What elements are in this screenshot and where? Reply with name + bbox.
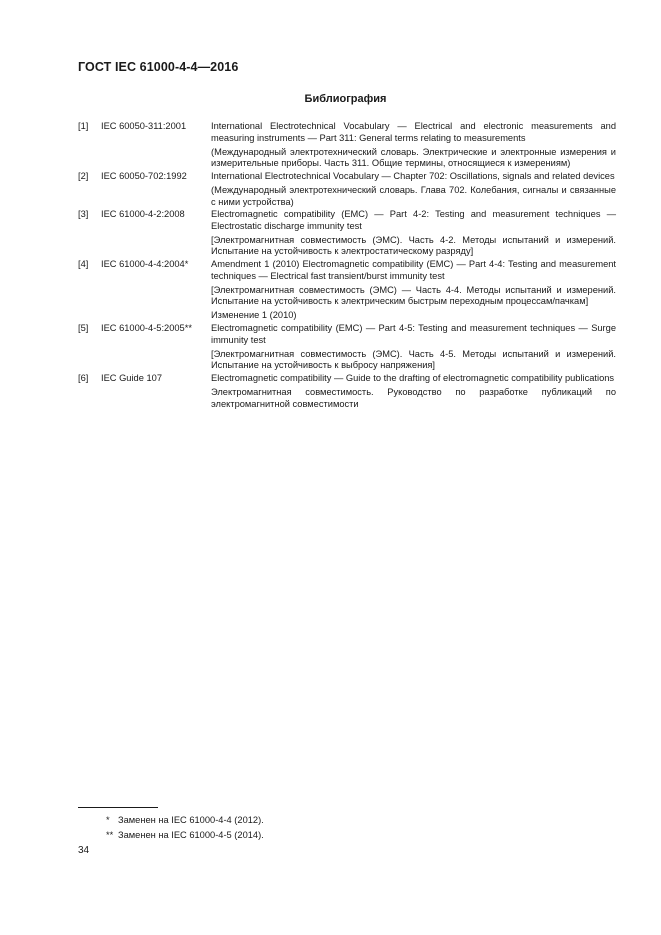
entry-text-line: Изменение 1 (2010) xyxy=(211,310,297,321)
entry-text-line: (Международный электротехнический словарь. Электрические и электронные измерения и измерительные приборы. Часть 311. Общие термины, относящиеся к измерениям) xyxy=(211,146,616,169)
entry-text-line: Electromagnetic compatibility — Guide to the drafting of electromagnetic compatibility publications xyxy=(211,372,615,383)
entry-description xyxy=(211,171,616,208)
entry-reference: IEC 60050-702:1992 xyxy=(101,170,187,181)
footnote-text: Заменен на IEC 61000-4-4 (2012). xyxy=(118,815,264,825)
entry-reference: IEC Guide 107 xyxy=(101,372,162,383)
page-number: 34 xyxy=(78,845,90,856)
entry-reference: IEC 61000-4-5:2005** xyxy=(101,323,192,333)
section-title xyxy=(0,93,661,105)
entry-text-line: International Electrotechnical Vocabulary — Electrical and electronic measurements and measuring instruments — Part 311: General terms relating to measurements xyxy=(211,121,616,143)
entry-text-line: (Международный электротехнический словарь. Глава 702. Колебания, сигналы и связанные с ними устройства) xyxy=(211,184,616,207)
entry-description xyxy=(211,259,616,322)
bibliography-list xyxy=(78,121,616,411)
entry-number: [2] xyxy=(78,170,89,181)
bibliography-entry xyxy=(78,259,616,322)
footnote-mark: * xyxy=(106,815,110,825)
footnote-text: Заменен на IEC 61000-4-5 (2014). xyxy=(118,830,264,840)
entry-text-line: Electromagnetic compatibility (EMC) — Part 4-2: Testing and measurement techniques — Electrostatic discharge immunity test xyxy=(211,209,616,231)
bibliography-entry xyxy=(78,209,616,258)
entry-reference: IEC 60050-311:2001 xyxy=(101,121,187,131)
entry-text-line: [Электромагнитная совместимость (ЭМС) — Часть 4-4. Методы испытаний и измерений. Испытание на устойчивость к электрическим быстрым переходным процессам/пачкам] xyxy=(211,284,616,307)
entry-text-line: International Electrotechnical Vocabulary — Chapter 702: Oscillations, signals and related devices xyxy=(211,170,615,181)
document-header: ГОСТ IEC 61000-4-4—2016 xyxy=(78,60,239,74)
entry-text-line: [Электромагнитная совместимость (ЭМС). Часть 4-5. Методы испытаний и измерений. Испытание на устойчивость к выбросу напряжения] xyxy=(211,348,616,371)
footnote-mark: ** xyxy=(106,830,114,840)
entry-reference: IEC 61000-4-2:2008 xyxy=(101,209,185,220)
footnote xyxy=(106,828,264,843)
entry-number: [1] xyxy=(78,121,89,131)
section-title-text: Библиография xyxy=(304,93,387,105)
bibliography-entry xyxy=(78,373,616,410)
entry-description xyxy=(211,209,616,258)
entry-reference: IEC 61000-4-4:2004* xyxy=(101,259,189,270)
entry-description xyxy=(211,121,616,170)
footnote-separator xyxy=(78,807,158,808)
entry-description xyxy=(211,323,616,372)
footnotes xyxy=(106,813,264,843)
footnote xyxy=(106,813,264,828)
bibliography-entry xyxy=(78,323,616,372)
entry-number: [6] xyxy=(78,372,89,383)
entry-description xyxy=(211,373,616,410)
bibliography-entry xyxy=(78,121,616,170)
bibliography-entry xyxy=(78,171,616,208)
entry-text-line: Amendment 1 (2010) Electromagnetic compatibility (EMC) — Part 4-4: Testing and measurement techniques — Electrical fast transient/burst immunity test xyxy=(211,259,616,281)
entry-number: [3] xyxy=(78,209,89,220)
entry-number: [5] xyxy=(78,323,89,333)
entry-number: [4] xyxy=(78,259,89,270)
entry-text-line: Электромагнитная совместимость. Руководство по разработке публикаций по электромагнитной совместимости xyxy=(211,386,616,409)
entry-text-line: [Электромагнитная совместимость (ЭМС). Часть 4-2. Методы испытаний и измерений. Испытание на устойчивость к электростатическому разряду] xyxy=(211,234,616,257)
entry-text-line: Electromagnetic compatibility (EMC) — Part 4-5: Testing and measurement techniques — Surge immunity test xyxy=(211,323,616,345)
